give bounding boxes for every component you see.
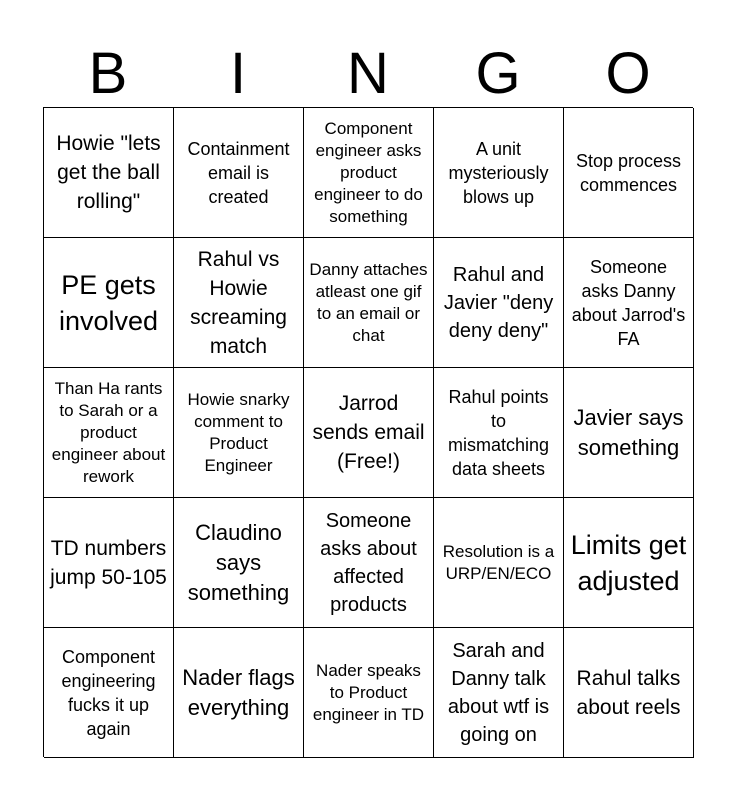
cell-text: Sarah and Danny talk about wtf is going on	[447, 639, 550, 746]
header-letter-i: I	[229, 41, 247, 106]
cell-text: TD numbers jump 50-105	[50, 536, 167, 589]
header-letter-o: O	[605, 41, 651, 106]
cell-text: A unit mysteriously blows up	[448, 138, 549, 207]
cell-text: Rahul talks about reels	[576, 666, 681, 719]
bingo-cell[interactable]	[434, 108, 564, 238]
cell-text: Claudino says something	[187, 519, 290, 605]
cell-text: Nader speaks to Product engineer in TD	[312, 660, 425, 724]
bingo-cell[interactable]	[44, 238, 174, 368]
bingo-header	[43, 42, 693, 106]
bingo-cell[interactable]	[564, 238, 694, 368]
cell-text: PE gets involved	[58, 269, 159, 336]
bingo-cell[interactable]	[434, 238, 564, 368]
header-letter-g: G	[475, 41, 521, 106]
cell-text: Nader flags everything	[182, 664, 295, 720]
cell-text: Someone asks Danny about Jarrod's FA	[571, 256, 686, 349]
bingo-cell[interactable]	[174, 108, 304, 238]
bingo-cell[interactable]	[304, 238, 434, 368]
header-letter-n: N	[347, 41, 389, 106]
bingo-cell[interactable]	[434, 498, 564, 628]
cell-text: Rahul vs Howie screaming match	[190, 247, 287, 358]
bingo-cell[interactable]	[564, 498, 694, 628]
bingo-cell[interactable]	[304, 498, 434, 628]
cell-text: Someone asks about affected products	[320, 509, 417, 616]
bingo-cell[interactable]	[44, 498, 174, 628]
cell-text: Than Ha rants to Sarah or a product engineer about rework	[51, 378, 166, 486]
cell-text: Javier says something	[573, 404, 684, 460]
cell-text: Resolution is a URP/EN/ECO	[442, 541, 555, 583]
bingo-cell[interactable]	[44, 368, 174, 498]
bingo-grid	[43, 107, 693, 757]
cell-text: Howie snarky comment to Product Engineer	[187, 389, 290, 475]
bingo-cell[interactable]	[174, 628, 304, 758]
cell-text: Rahul and Javier "deny deny deny"	[443, 263, 554, 342]
cell-text: Danny attaches atleast one gif to an email or chat	[309, 259, 428, 345]
bingo-cell[interactable]	[564, 368, 694, 498]
bingo-cell[interactable]	[304, 108, 434, 238]
bingo-cell[interactable]	[304, 628, 434, 758]
bingo-cell[interactable]	[174, 498, 304, 628]
bingo-cell[interactable]	[174, 368, 304, 498]
bingo-cell[interactable]	[434, 368, 564, 498]
cell-text: Jarrod sends email (Free!)	[312, 392, 425, 473]
bingo-cell[interactable]	[564, 628, 694, 758]
cell-text: Component engineering fucks it up again	[61, 646, 156, 739]
cell-text: Component engineer asks product engineer to do something	[314, 118, 423, 226]
cell-text: Stop process commences	[575, 150, 682, 195]
cell-text: Rahul points to mismatching data sheets	[447, 386, 550, 479]
bingo-cell[interactable]	[434, 628, 564, 758]
header-letter-b: B	[88, 41, 128, 106]
cell-text: Limits get adjusted	[570, 529, 687, 596]
cell-text: Howie "lets get the ball rolling"	[56, 132, 161, 213]
bingo-cell[interactable]	[174, 238, 304, 368]
cell-text: Containment email is created	[187, 138, 290, 207]
bingo-cell[interactable]	[44, 628, 174, 758]
bingo-cell[interactable]	[564, 108, 694, 238]
bingo-cell[interactable]	[304, 368, 434, 498]
bingo-cell[interactable]	[44, 108, 174, 238]
